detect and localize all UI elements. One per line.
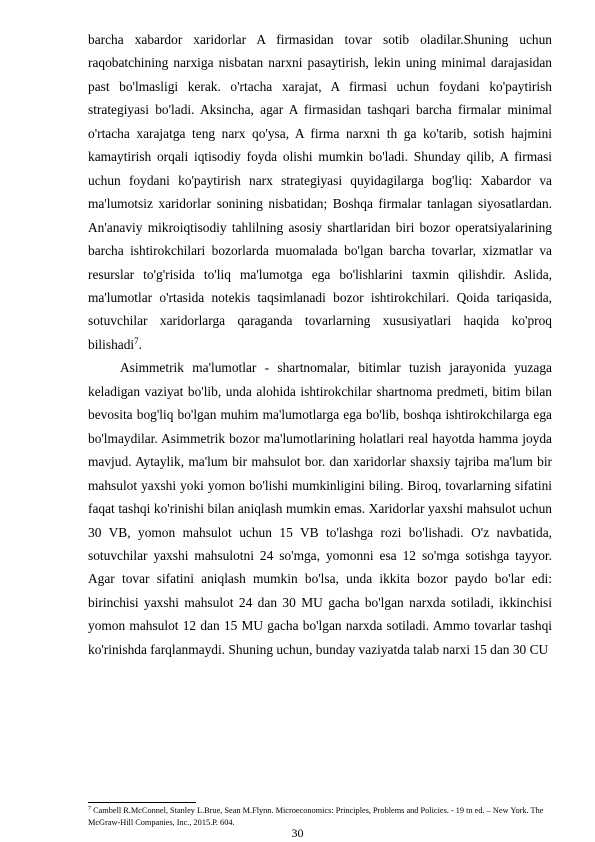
footnote-reference[interactable]: 7 [134,335,139,346]
paragraph-1 [88,0,552,356]
footnote-marker: 7 [88,806,91,812]
footnote-separator [88,802,196,803]
document-page [88,0,552,661]
page-number: 30 [291,826,304,840]
footnote-text: Cambell R.McConnel, Stanley L.Brue, Sean M.Flynn. Microeconomics: Principles, Problems and Policies. - 19 tn ed. – New York. The McGraw-Hill Companies, Inc., 2015.P. 604. [88,806,544,827]
paragraph-2 [88,356,552,661]
paragraph-1-end: . [138,336,142,352]
paragraph-2-text: Asimmetrik ma'lumotlar - shartnomalar, bitimlar tuzish jarayonida yuzaga keladigan vaziyat bo'lib, unda alohida ishtirokchilar shartnoma predmeti, bitim bilan bevosita bog'liq bo'lgan muhim ma'lumotlarga ega bo'lib, boshqa ishtirokchilarga ega bo'lmaydilar. Asimmetrik bozor ma'lumotlarining holatlari real hayotda hamma joyda mavjud. Aytaylik, ma'lum bir mahsulot bor. dan xaridorlar shaxsiy tajriba ma'lum bir mahsulot yaxshi yoki yomon bo'lishi mumkinligini biling. Biroq, tovarlarning sifatini faqat tashqi ko'rinishi bilan aniqlash mumkin emas. Xaridorlar yaxshi mahsulot uchun 30 VB, yomon mahsulot uchun 15 VB to'lashga rozi bo'lishadi. O'z navbatida, sotuvchilar yaxshi mahsulotni 24 so'mga, yomonni esa 12 so'mga sotishga tayyor. Agar tovar sifatini aniqlash mumkin bo'lsa, unda ikkita bozor paydo bo'lar edi: birinchisi yaxshi mahsulot 24 dan 30 MU gacha bo'lgan narxda sotiladi, ikkinchisi yomon mahsulot 12 dan 15 MU gacha bo'lgan narxda sotiladi. Ammo tovarlar tashqi ko'rinishda farqlanmaydi. Shuning uchun, bunday vaziyatda talab narxi 15 dan 30 CU [88,360,552,657]
paragraph-1-text: barcha xabardor xaridorlar A firmasidan tovar sotib oladilar.Shuning uchun raqobatchining narxiga nisbatan narxni pasaytirish, lekin uning minimal darajasidan past bo'lmasligi kerak. o'rtacha xarajat, A firmasi uchun foydani ko'paytirish strategiyasi bo'ladi. Aksincha, agar A firmasidan tashqari barcha firmalar minimal o'rtacha xarajatga teng narx qo'ysa, A firma narxni th ga ko'tarib, sotish hajmini kamaytirish orqali iqtisodiy foyda olishi mumkin bo'ladi. Shunday qilib, A firmasi uchun foydani ko'paytirish narx strategiyasi quyidagilarga bog'liq: Xabardor va ma'lumotsiz xaridorlar sonining nisbatidan; Boshqa firmalar tanlagan siyosatlardan. An'anaviy mikroiqtisodiy tahlilning asosiy shartlaridan biri bozor operatsiyalarining barcha ishtirokchilari bozorlarda muomalada bo'lgan barcha tovarlar, xizmatlar va resurslar to'g'risida to'liq ma'lumotga ega bo'lishlarini taxmin qilishdir. Aslida, ma'lumotlar o'rtasida notekis taqsimlanadi bozor ishtirokchilari. Qoida tariqasida, sotuvchilar xaridorlarga qaraganda tovarlarning xususiyatlari haqida ko'proq bilishadi [88,32,552,352]
